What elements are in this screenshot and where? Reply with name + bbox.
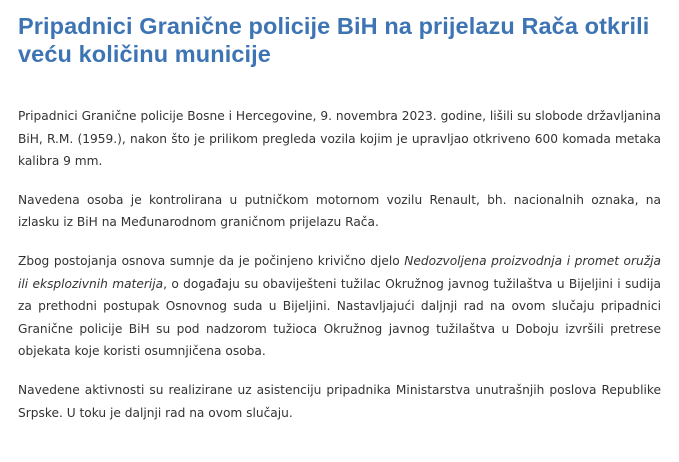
article-title: Pripadnici Granične policije BiH na prijelazu Rača otkrili veću količinu municije — [18, 13, 650, 67]
paragraph-3-text-start: Zbog postojanja osnova sumnje da je počinjeno krivično djelo — [18, 253, 405, 268]
paragraph-3-text-end: , o događaju su obaviješteni tužilac Okružnog javnog tužilaštva u Bijeljini i sudija za prethodni postupak Osnovnog suda u Bijeljini. Nastavljajući daljnji rad na ovom slučaju pripadnici Granične policije BiH su pod nadzorom tužioca Okružnog javnog tužilaštva u Doboju izvršili pretrese objekata koje koristi osumnjičena osoba. — [18, 276, 661, 359]
criminal-offense-name: Nedozvoljena proizvodnja i promet oružja ili eksplozivnih materija — [18, 253, 661, 291]
article-body — [18, 105, 661, 424]
article-paragraph-1: Pripadnici Granične policije Bosne i Hercegovine, 9. novembra 2023. godine, lišili su slobode državljanina BiH, R.M. (1959.), nakon što je prilikom pregleda vozila kojim je upravljao otkriveno 600 komada metaka kalibra 9 mm. — [18, 109, 661, 169]
article-paragraph-2: Navedena osoba je kontrolirana u putničkom motornom vozilu Renault, bh. nacionalnih oznaka, na izlasku iz BiH na Međunarodnom graničnom prijelazu Rača. — [18, 192, 661, 230]
news-article — [18, 12, 661, 440]
article-paragraph-4: Navedene aktivnosti su realizirane uz asistenciju pripadnika Ministarstva unutrašnjih poslova Republike Srpske. U toku je daljnji rad na ovom slučaju. — [18, 382, 661, 420]
article-paragraph-3 — [18, 250, 661, 363]
